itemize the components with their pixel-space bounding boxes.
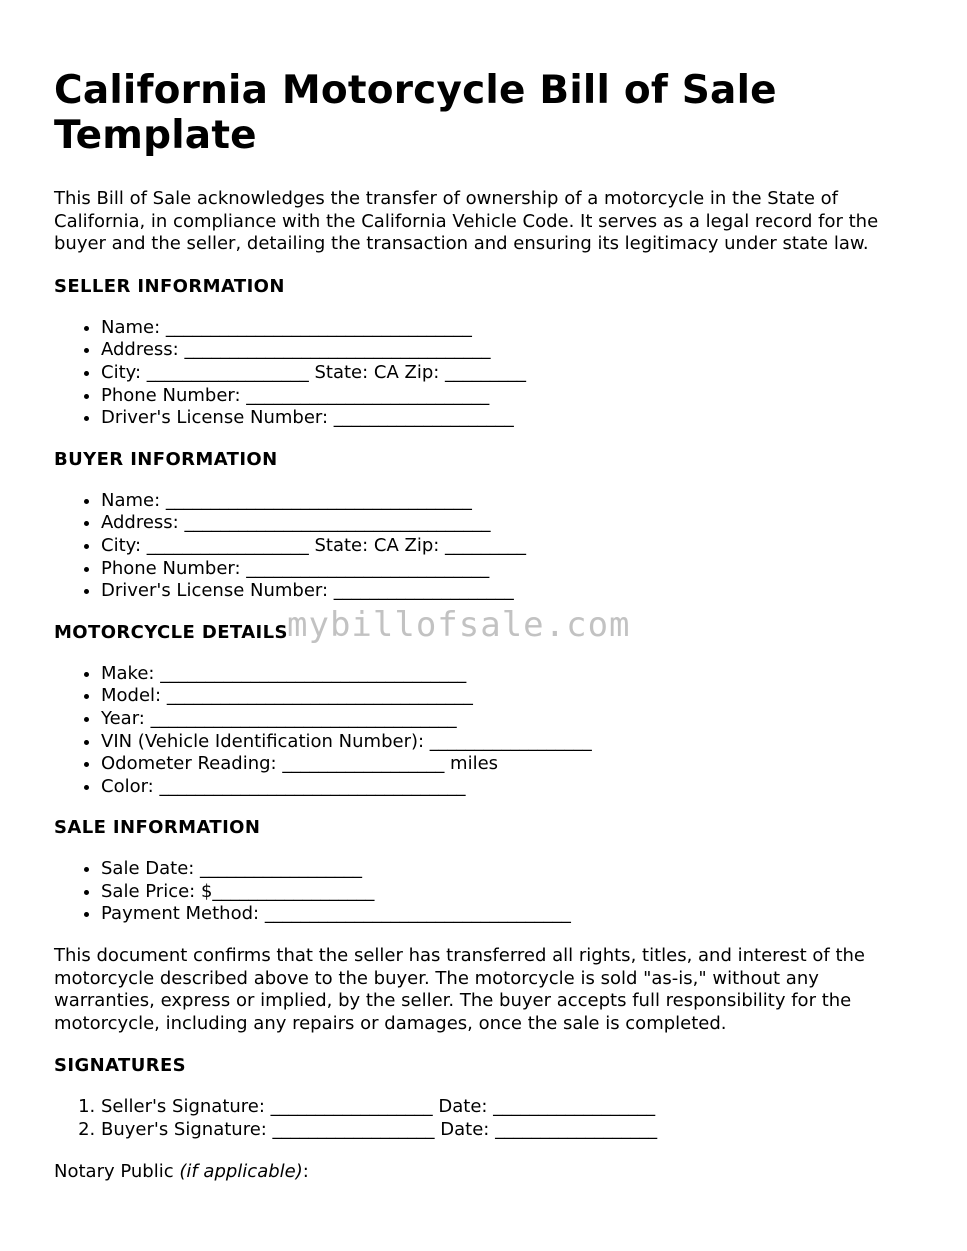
buyer-license-field: • Driver's License Number: ____________________	[101, 580, 914, 603]
signatures-heading: SIGNATURES	[54, 1055, 187, 1077]
sale-price-field: • Sale Price: $__________________	[101, 881, 914, 904]
buyer-name-field: • Name: __________________________________	[101, 490, 914, 513]
vin-field: • VIN (Vehicle Identification Number): __________________	[101, 731, 914, 754]
notary-note: (if applicable)	[179, 1160, 303, 1182]
notary-label: Notary Public	[54, 1160, 180, 1182]
seller-license-field: • Driver's License Number: ____________________	[101, 407, 914, 430]
seller-list	[54, 317, 914, 430]
sale-heading: SALE INFORMATION	[54, 817, 261, 839]
payment-method-field: • Payment Method: __________________________________	[101, 903, 914, 926]
make-field: • Make: __________________________________	[101, 663, 914, 686]
model-field: • Model: __________________________________	[101, 685, 914, 708]
document-title: California Motorcycle Bill of Sale Template	[54, 68, 777, 158]
seller-name-field: • Name: __________________________________	[101, 317, 914, 340]
buyer-phone-field: • Phone Number: ___________________________	[101, 558, 914, 581]
buyer-heading: BUYER INFORMATION	[54, 448, 278, 470]
buyer-address-field: • Address: __________________________________	[101, 512, 914, 535]
color-field: • Color: __________________________________	[101, 776, 914, 799]
motorcycle-list	[54, 663, 914, 799]
motorcycle-heading: MOTORCYCLE DETAILS	[54, 621, 288, 643]
buyer-city-field: • City: __________________ State: CA Zip: _________	[101, 535, 914, 558]
seller-heading: SELLER INFORMATION	[54, 275, 285, 297]
document-page	[54, 68, 914, 1183]
buyer-signature-field: 2. Buyer's Signature: __________________ Date: __________________	[101, 1119, 914, 1142]
odometer-field: • Odometer Reading: __________________ miles	[101, 753, 914, 776]
closing-paragraph: This document confirms that the seller has transferred all rights, titles, and interest of the motorcycle described above to the buyer. The motorcycle is sold "as-is," without any warranties, express or implied, by the seller. The buyer accepts full responsibility for the motorcycle, including any repairs or damages, once the sale is completed.	[54, 945, 865, 1034]
seller-address-field: • Address: __________________________________	[101, 339, 914, 362]
intro-paragraph: This Bill of Sale acknowledges the transfer of ownership of a motorcycle in the State of California, in compliance with the California Vehicle Code. It serves as a legal record for the buyer and the seller, detailing the transaction and ensuring its legitimacy under state law.	[54, 188, 879, 255]
watermark: mybillofsale.com	[287, 605, 631, 645]
seller-city-field: • City: __________________ State: CA Zip: _________	[101, 362, 914, 385]
year-field: • Year: __________________________________	[101, 708, 914, 731]
seller-signature-field: 1. Seller's Signature: __________________ Date: __________________	[101, 1096, 914, 1119]
sale-date-field: • Sale Date: __________________	[101, 858, 914, 881]
sale-list	[54, 858, 914, 926]
signatures-list	[54, 1096, 914, 1141]
buyer-list	[54, 490, 914, 603]
notary-suffix: :	[302, 1160, 309, 1182]
notary-line	[54, 1161, 914, 1184]
seller-phone-field: • Phone Number: ___________________________	[101, 385, 914, 408]
